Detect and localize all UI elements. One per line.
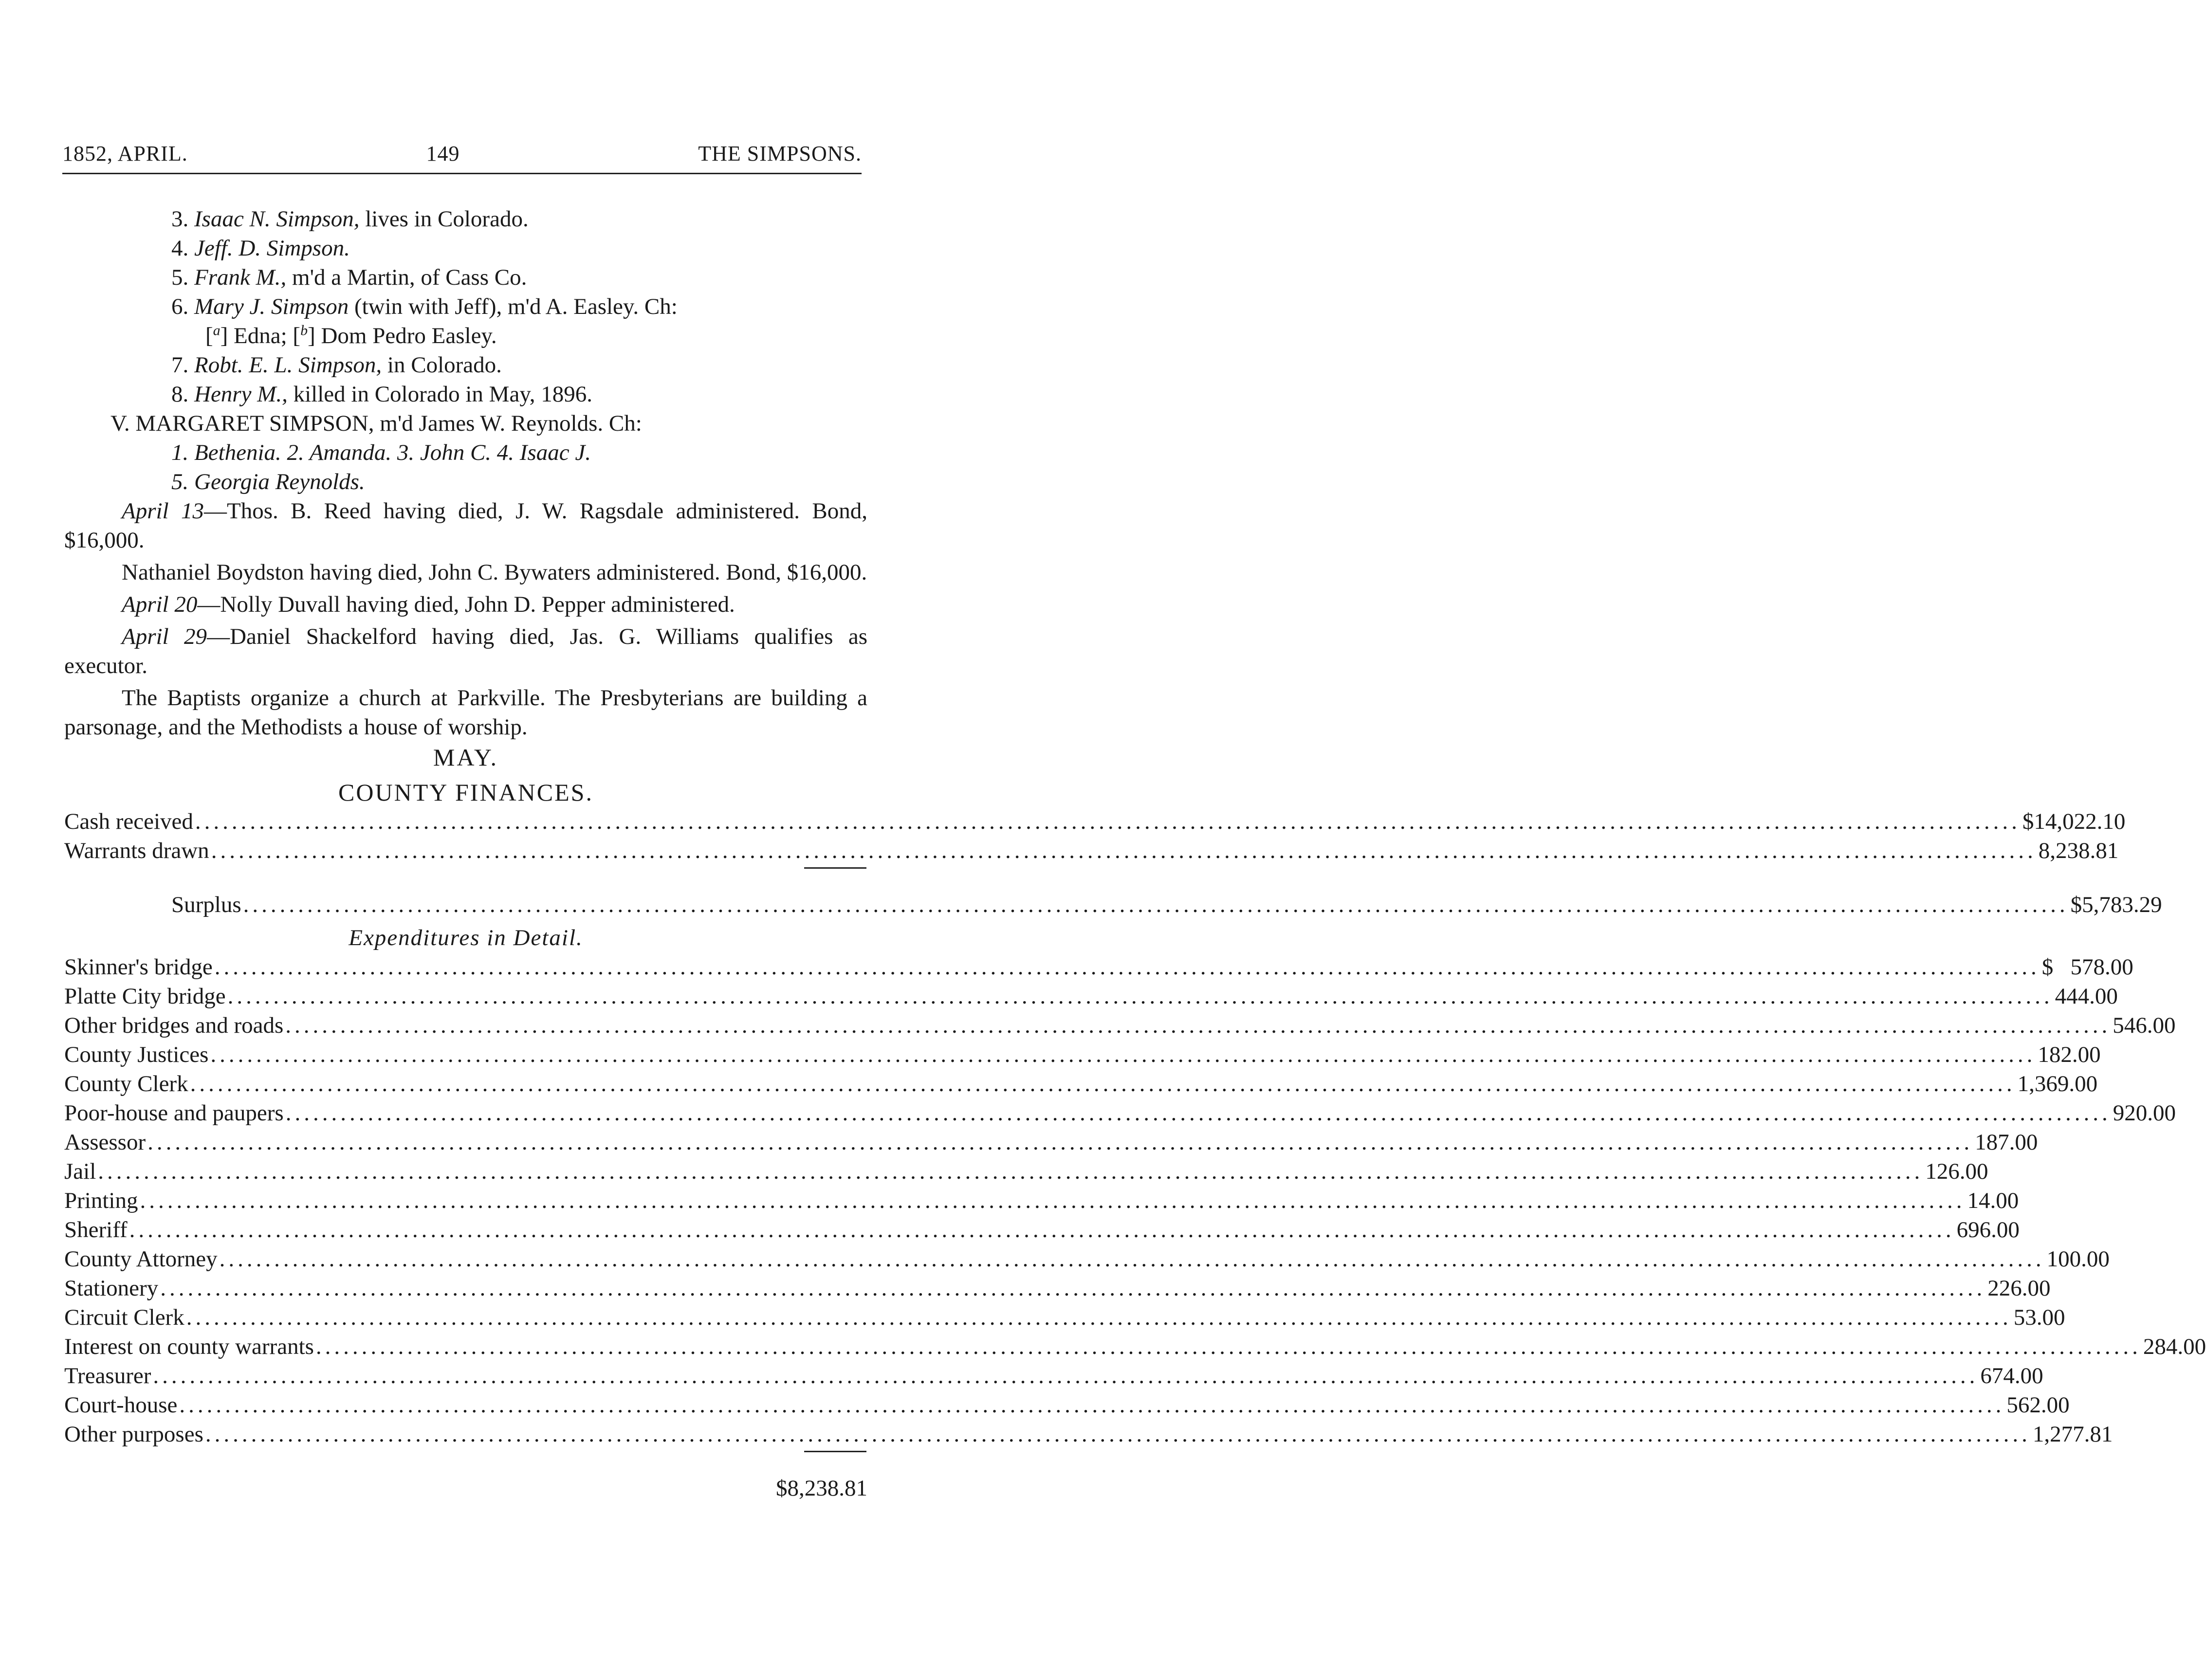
- expenditure-row: [64, 1040, 2101, 1069]
- expenditure-amount: 546.00: [2113, 1013, 2176, 1038]
- child-entry: 7. Robt. E. L. Simpson, in Colorado.: [171, 352, 502, 378]
- expenditure-label: Jail: [64, 1159, 96, 1184]
- child-entry: 8. Henry M., killed in Colorado in May, 1896.: [171, 382, 593, 407]
- leader-dots: ........................................................................................................................................................................................................: [214, 954, 2040, 980]
- expenditure-row: [64, 1011, 2176, 1040]
- expenditure-label: Skinner's bridge: [64, 954, 213, 980]
- detail-title: Expenditures in Detail.: [349, 925, 583, 950]
- expenditure-row: [64, 1274, 2051, 1303]
- expenditure-label: Poor-house and paupers: [64, 1100, 284, 1126]
- leader-dots: ........................................................................................................................................................................................................: [98, 1159, 1924, 1184]
- leader-dots: ........................................................................................................................................................................................................: [285, 1100, 2111, 1126]
- expenditure-label: County Attorney: [64, 1246, 218, 1272]
- expenditure-amount: 226.00: [1987, 1276, 2051, 1301]
- section-title: COUNTY FINANCES.: [338, 779, 593, 806]
- expenditure-row: [64, 1128, 2038, 1157]
- header-right: THE SIMPSONS.: [698, 142, 862, 165]
- expenditure-amount: 674.00: [1980, 1363, 2043, 1388]
- expenditure-amount: $ 578.00: [2041, 954, 2133, 980]
- expenditure-row: [64, 1390, 2070, 1420]
- paragraph: April 20—Nolly Duvall having died, John D. Pepper administered.: [122, 592, 735, 617]
- paragraph: April 13—Thos. B. Reed having died, J. W. Ragsdale administered. Bond, $16,000.: [64, 498, 867, 553]
- expenditure-amount: 444.00: [2055, 984, 2118, 1009]
- header-left: 1852, APRIL.: [62, 142, 188, 165]
- paragraph: The Baptists organize a church at Parkville. The Presbyterians are building a parsonage, and the Methodists a house of worship.: [64, 685, 867, 740]
- expenditure-label: Court-house: [64, 1392, 178, 1418]
- expenditure-row: [64, 1157, 1988, 1186]
- expenditure-label: Sheriff: [64, 1217, 128, 1242]
- leader-dots: ........................................................................................................................................................................................................: [195, 809, 2021, 834]
- expenditure-amount: 182.00: [2038, 1042, 2101, 1067]
- child-entry: 4. Jeff. D. Simpson.: [171, 236, 350, 261]
- expenditure-row: [64, 1186, 2019, 1215]
- expenditure-amount: 126.00: [1925, 1159, 1988, 1184]
- easley-children: [$^a$] Edna; [$^b$] Dom Pedro Easley.: [205, 322, 497, 348]
- summary-row: Cash received ........................................................................................................................................................................................................ $14,022.10: [64, 807, 867, 836]
- total-amount: $8,238.81: [776, 1476, 867, 1501]
- expenditure-amount: 14.00: [1967, 1188, 2019, 1213]
- expenditure-label: Other purposes: [64, 1422, 203, 1447]
- leader-dots: ........................................................................................................................................................................................................: [219, 1246, 2045, 1272]
- expenditure-label: Circuit Clerk: [64, 1305, 184, 1330]
- paragraph: April 29—Daniel Shackelford having died, Jas. G. Williams qualifies as executor.: [64, 624, 867, 678]
- leader-dots: ........................................................................................................................................................................................................: [211, 838, 2037, 863]
- child-entry: 3. Isaac N. Simpson, lives in Colorado.: [171, 206, 529, 232]
- expenditure-row: [64, 982, 2118, 1011]
- summary-row: Warrants drawn ........................................................................................................................................................................................................ 8,238.81: [64, 836, 867, 865]
- expenditure-amount: 920.00: [2113, 1100, 2176, 1126]
- header-rule: [62, 173, 862, 174]
- expenditure-row: [64, 952, 2133, 982]
- expenditure-label: Other bridges and roads: [64, 1013, 284, 1038]
- expenditure-label: Assessor: [64, 1130, 146, 1155]
- expenditure-amount: 53.00: [2013, 1305, 2065, 1330]
- leader-dots: ........................................................................................................................................................................................................: [190, 1071, 2016, 1096]
- expenditure-row: [64, 1098, 2176, 1128]
- expenditure-row: [64, 1332, 2206, 1361]
- expenditure-label: County Clerk: [64, 1071, 188, 1096]
- leader-dots: ........................................................................................................................................................................................................: [285, 1013, 2111, 1038]
- leader-dots: ........................................................................................................................................................................................................: [210, 1042, 2036, 1067]
- surplus-row: Surplus ........................................................................................................................................................................................................ $5,783.29: [64, 890, 867, 919]
- leader-dots: ........................................................................................................................................................................................................: [243, 892, 2069, 917]
- expenditure-amount: 562.00: [2006, 1392, 2070, 1418]
- expenditure-amount: 284.00: [2143, 1334, 2206, 1359]
- expenditure-label: Stationery: [64, 1276, 159, 1301]
- page-number: 149: [426, 142, 460, 165]
- leader-dots: ........................................................................................................................................................................................................: [205, 1422, 2031, 1447]
- leader-dots: ........................................................................................................................................................................................................: [140, 1188, 1966, 1213]
- leader-dots: ........................................................................................................................................................................................................: [129, 1217, 1955, 1242]
- margaret-entry: V. MARGARET SIMPSON, m'd James W. Reynolds. Ch:: [110, 411, 642, 436]
- expenditure-list: [64, 952, 2206, 1449]
- leader-dots: ........................................................................................................................................................................................................: [186, 1305, 2012, 1330]
- expenditure-amount: 696.00: [1956, 1217, 2020, 1242]
- page-body: [64, 204, 2206, 1503]
- sum-rule: [804, 1451, 866, 1452]
- leader-dots: ........................................................................................................................................................................................................: [179, 1392, 2005, 1418]
- expenditure-row: [64, 1420, 2113, 1449]
- reynolds-children: 1. Bethenia. 2. Amanda. 3. John C. 4. Isaac J.: [171, 440, 591, 465]
- leader-dots: ........................................................................................................................................................................................................: [153, 1363, 1979, 1388]
- paragraph: Nathaniel Boydston having died, John C. Bywaters administered. Bond, $16,000.: [122, 560, 867, 585]
- child-entry: 5. Frank M., m'd a Martin, of Cass Co.: [171, 265, 527, 290]
- expenditure-label: Interest on county warrants: [64, 1334, 314, 1359]
- expenditure-row: [64, 1215, 2020, 1244]
- expenditure-row: [64, 1244, 2110, 1274]
- expenditure-amount: 1,277.81: [2032, 1422, 2113, 1447]
- expenditure-amount: 100.00: [2046, 1246, 2110, 1272]
- expenditure-label: County Justices: [64, 1042, 209, 1067]
- sum-rule: [804, 867, 866, 869]
- leader-dots: ........................................................................................................................................................................................................: [160, 1276, 1986, 1301]
- leader-dots: ........................................................................................................................................................................................................: [227, 984, 2053, 1009]
- leader-dots: ........................................................................................................................................................................................................: [315, 1334, 2141, 1359]
- expenditure-amount: 187.00: [1975, 1130, 2038, 1155]
- expenditure-amount: 1,369.00: [2017, 1071, 2098, 1096]
- month-heading: MAY.: [433, 744, 499, 771]
- expenditure-label: Printing: [64, 1188, 138, 1213]
- leader-dots: ........................................................................................................................................................................................................: [147, 1130, 1973, 1155]
- expenditure-row: [64, 1361, 2043, 1390]
- child-entry: 6. Mary J. Simpson (twin with Jeff), m'd A. Easley. Ch:: [171, 294, 678, 319]
- expenditure-label: Platte City bridge: [64, 984, 226, 1009]
- reynolds-children: 5. Georgia Reynolds.: [171, 469, 365, 494]
- expenditure-label: Treasurer: [64, 1363, 151, 1388]
- expenditure-row: [64, 1303, 2065, 1332]
- expenditure-row: [64, 1069, 2098, 1098]
- running-header: [62, 141, 862, 166]
